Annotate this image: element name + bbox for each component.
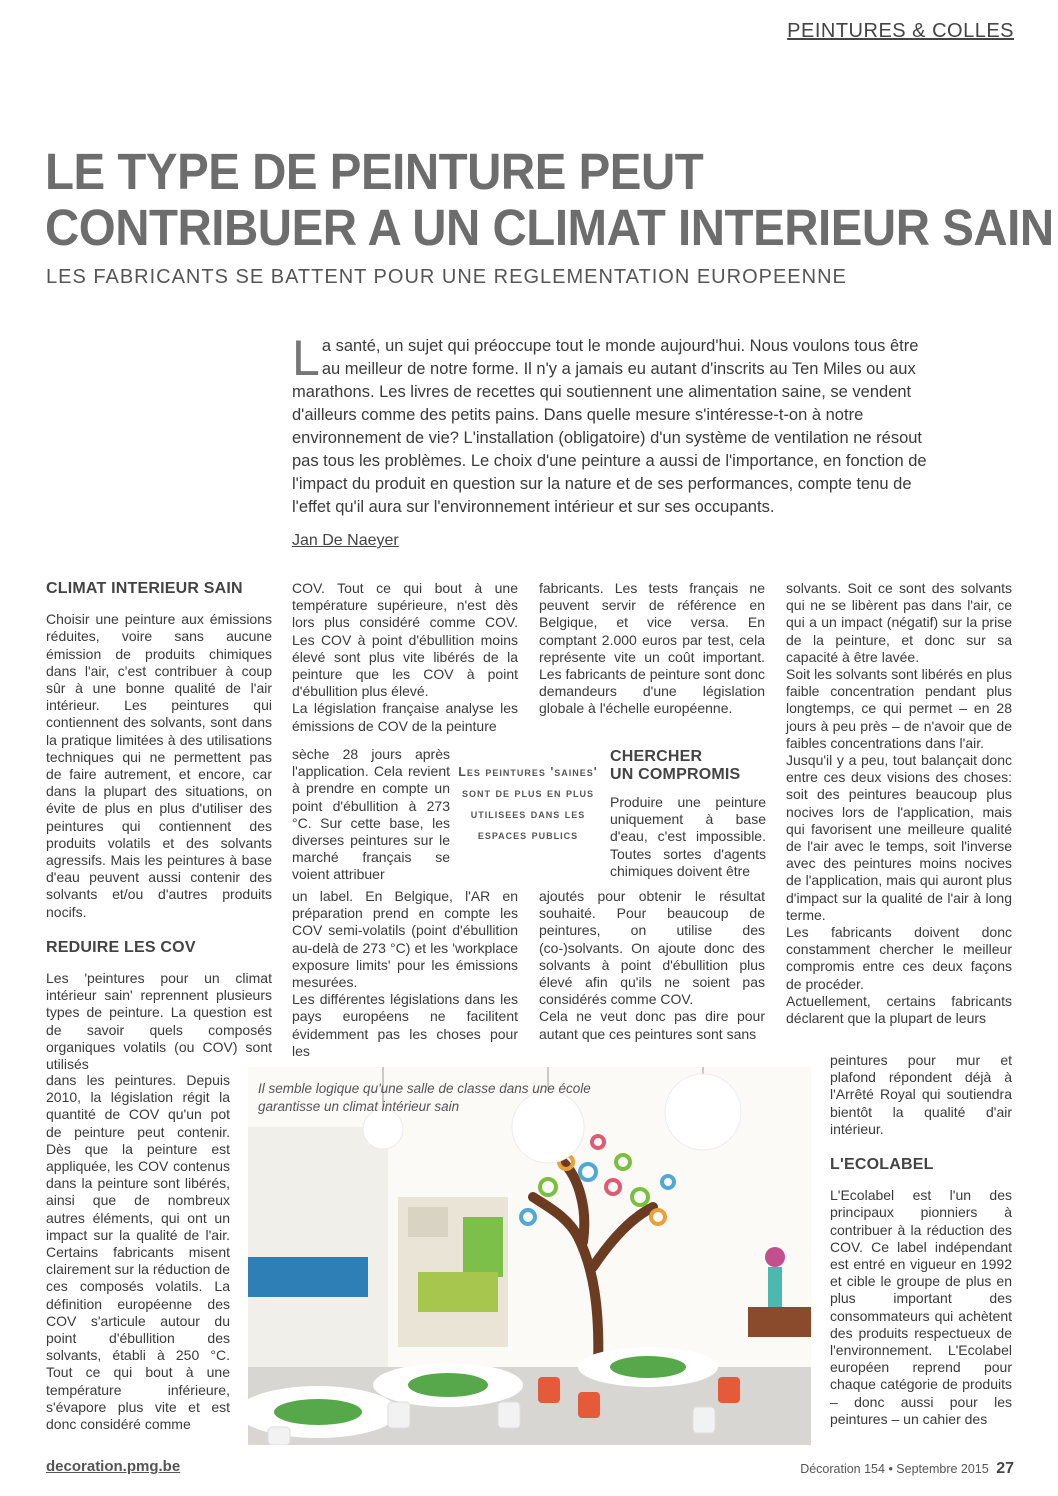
photo-caption: Il semble logique qu'une salle de classe dans une école garantisse un climat intérieur sain <box>258 1081 591 1114</box>
heading-ecolabel: L'ECOLABEL <box>830 1156 934 1174</box>
heading-reduire-cov: REDUIRE LES COV <box>46 938 196 956</box>
title-line-1: LE TYPE DE PEINTURE PEUT <box>45 143 704 200</box>
paragraph: un label. En Belgique, l'AR en préparation prend en compte les COV semi-volatils (point d'ébullition au-delà de 273 °C) et les 'workplace exposure limits' pour les émissions mesurées. <box>292 888 518 991</box>
paragraph: La législation française analyse les émissions de COV de la peinture <box>292 700 518 734</box>
paragraph: Jusqu'il y a peu, tout balançait donc entre ces deux visions des choses: soit des peintures beaucoup plus nocives lors de l'application, mais qui favorisent une meilleure qualité de l'air avec le temps, soit l'inverse avec des peintures moins nocives de l'application, mais qui auront plus d'impact sur la qualité de l'air à long terme. <box>786 752 1012 923</box>
classroom-photo <box>248 1067 811 1445</box>
paragraph: fabricants. Les tests français ne peuvent servir de référence en Belgique, et vice versa. En comptant 2.000 euros par test, cela représente vite un coût important. Les fabricants de peinture sont donc demandeurs d'une législation globale à l'échelle européenne. <box>539 580 765 717</box>
pull-quote: Les peintures 'saines' sont de plus en plus utilisees dans les espaces publics <box>458 765 598 842</box>
article-intro <box>292 330 932 519</box>
paragraph: Les fabricants doivent donc constamment chercher le meilleur compromis entre ces deux façons de procéder. <box>786 924 1012 992</box>
column-3 <box>539 580 765 718</box>
paragraph: Les différentes législations dans les pays européens ne facilitent évidemment pas les choses pour les <box>292 991 518 1059</box>
paragraph: ajoutés pour obtenir le résultat souhaité. Pour beaucoup de peintures, on utilise des (co-)solvants. On ajoute donc des solvants à point d'ébullition plus élevé afin qu'ils ne soient pas considérés comme COV. <box>539 888 765 1008</box>
column-2-continued <box>292 888 518 1060</box>
paragraph: L'Ecolabel est l'un des principaux pionniers à contribuer à la réduction des COV. Ce label indépendant est entré en vigueur en 1992 et cible le groupe de plus en plus important des consommateurs qui achètent des produits respectueux de l'environnement. L'Ecolabel européen reprend pour chaque catégorie de produits – donc aussi pour les peintures – un cahier des <box>830 1187 1012 1427</box>
column-1-continued <box>46 1072 230 1433</box>
column-2 <box>292 580 518 735</box>
paragraph: sèche 28 jours après l'application. Cela revient à prendre en compte un point d'ébullition à 273 °C. Sur cette base, les diverses peintures sur le marché français se voient attribuer <box>292 746 450 883</box>
footer-website: decoration.pmg.be <box>46 1458 181 1475</box>
issue-info: Décoration 154 • Septembre 2015 <box>800 1462 989 1476</box>
paragraph: COV. Tout ce qui bout à une température supérieure, n'est dès lors plus considéré comme COV. Les COV à point d'ébullition moins élevé sont plus vite libérés de la peinture que les COV à point d'ébullition plus élevé. <box>292 580 518 700</box>
paragraph: solvants. Soit ce sont des solvants qui ne se libèrent pas dans l'air, ce qui a un impact (négatif) sur la prise de la peinture, et donc sur sa capacité à être lavée. <box>786 580 1012 665</box>
column-3-continued <box>539 888 765 1043</box>
drop-cap: L <box>292 330 320 386</box>
author-byline: Jan De Naeyer <box>292 532 399 549</box>
paragraph: Choisir une peinture aux émissions réduites, voire sans aucune émission de produits chimiques dans l'air, c'est contribuer à coup sûr à une bonne qualité de l'air intérieur. Les peintures qui contiennent des solvants, sont dans la pratique limitées à des utilisations techniques qui ne permettent pas de faire autrement, et encore, car dans la plupart des situations, on évite de plus en plus d'utiliser des peintures qui contiennent des produits volatils et des solvants agressifs. Mais les peintures à base d'eau peuvent aussi contenir des solvants et/ou d'autres produits nocifs. <box>46 611 272 920</box>
column-1 <box>46 580 272 1073</box>
column-4 <box>786 580 1012 1027</box>
paragraph: Actuellement, certains fabricants déclarent que la plupart de leurs <box>786 992 1012 1027</box>
paragraph: peintures pour mur et plafond répondent déjà à l'Arrêté Royal qui soutiendra bientôt la qualité d'air intérieur. <box>830 1052 1012 1137</box>
title-line-2: CONTRIBUER A UN CLIMAT INTERIEUR SAIN <box>45 199 1054 256</box>
intro-text: a santé, un sujet qui préoccupe tout le monde aujourd'hui. Nous voulons tous être au meilleur de notre forme. Il n'y a jamais eu autant d'inscrits au Ten Miles ou aux marathons. Les livres de recettes qui soutiennent une alimentation saine, se vendent d'ailleurs comme des petits pains. Dans quelle mesure s'intéresse-t-on à notre environnement de vie? L'installation (obligatoire) d'un système de ventilation ne résout pas tous les problèmes. Le choix d'une peinture a aussi de l'importance, en fonction de l'impact du produit en question sur la nature et de ses performances, compte tenu de l'effet qu'il aura sur l'environnement intérieur et sur ses occupants. <box>292 337 927 516</box>
column-2-narrow <box>292 746 450 884</box>
paragraph: Produire une peinture uniquement à base d'eau, c'est impossible. Toutes sortes d'agents chimiques doivent être <box>610 794 766 879</box>
paragraph: Soit les solvants sont libérés en plus faible concentration pendant plus longtemps, ce qui permet – en 28 jours à peu près – de n'avoir que de faibles concentrations dans l'air. <box>786 666 1012 751</box>
section-rubric: PEINTURES & COLLES <box>787 20 1014 42</box>
paragraph: dans les peintures. Depuis 2010, la législation régit la quantité de COV qu'un pot de peinture peut contenir. Dès que la peinture est appliquée, les COV contenus dans la peinture sont libérés, ainsi que de nombreux autres éléments, qui ont un impact sur la qualité de l'air. Certains fabricants misent clairement sur la réduction de ces composés volatils. La définition européenne des COV s'articule autour du point d'ébullition des solvants, établi à 250 °C. Tout ce qui bout à une température inférieure, s'évapore plus vite et est donc considéré comme <box>46 1072 230 1433</box>
heading-chercher-compromis: CHERCHER UN COMPROMIS <box>610 748 741 783</box>
paragraph: Les 'peintures pour un climat intérieur sain' reprennent plusieurs types de peinture. La question est de savoir quels composés organiques volatils (ou COV) sont utilisés <box>46 970 272 1073</box>
column-4-continued <box>830 1052 1012 1428</box>
paragraph: Cela ne veut donc pas dire pour autant que ces peintures sont sans <box>539 1008 765 1042</box>
article-subtitle: LES FABRICANTS SE BATTENT POUR UNE REGLEMENTATION EUROPEENNE <box>46 266 847 288</box>
classroom-illustration <box>248 1067 811 1445</box>
page-number: 27 <box>996 1460 1014 1477</box>
footer-issue <box>800 1460 1014 1478</box>
article-title <box>45 143 1054 256</box>
heading-climat-interieur: CLIMAT INTERIEUR SAIN <box>46 580 243 597</box>
column-3-narrow <box>610 748 766 880</box>
